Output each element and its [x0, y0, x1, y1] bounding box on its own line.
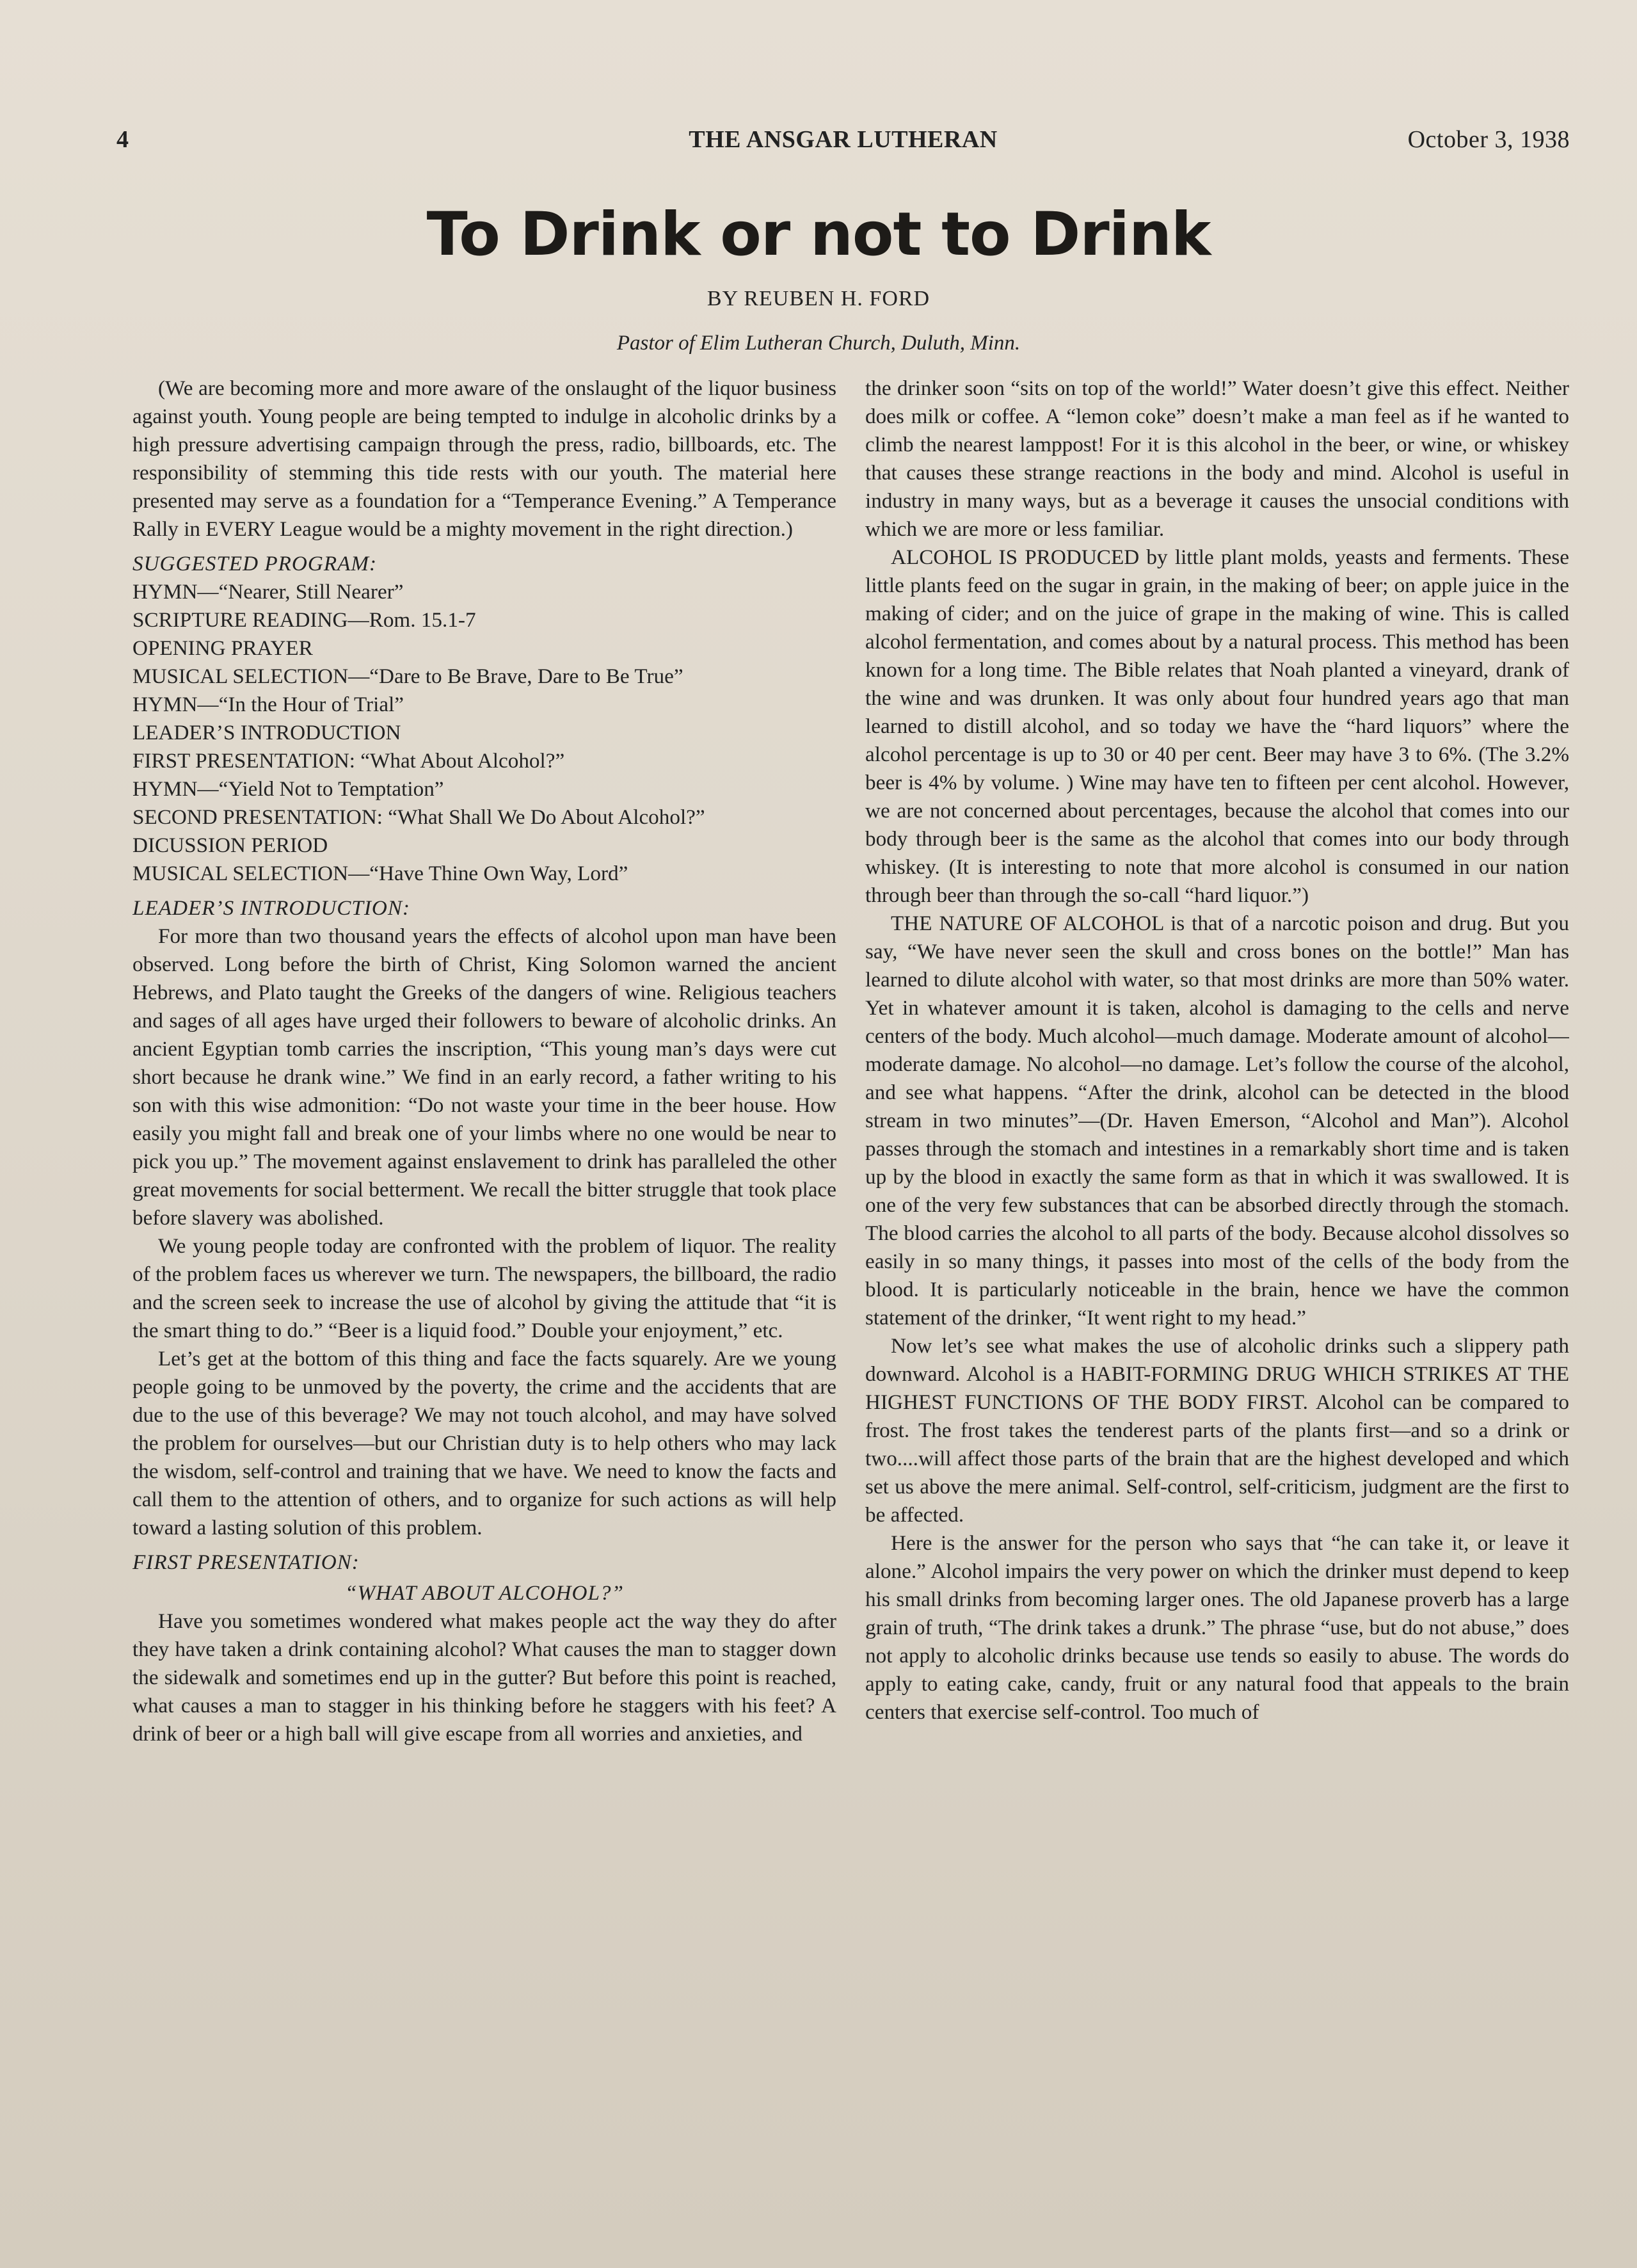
body-paragraph: Here is the answer for the person who says that “he can take it, or leave it alone.” Alcohol impairs the very power on which the drinker must depend to keep his small drinks from becoming larger ones. The old Japanese proverb has a large grain of truth, “The drink takes a drunk.” The phrase “use, but do not abuse,” does not apply to alcoholic drinks because use tends so easily to abuse. The words do apply to eating cake, candy, fruit or any natural food that appeals to the brain centers that exercise self-control. Too much of — [865, 1531, 1569, 1724]
body-paragraph: Now let’s see what makes the use of alcoholic drinks such a slippery path downward. Alcohol is a HABIT-FORMING DRUG WHICH STRIKES AT THE HIGHEST FUNCTIONS OF THE BODY FIRST. Alcohol can be compared to frost. The frost takes the tenderest parts of the plants first—and so a drink or two....will affect those parts of the brain that are the highest developed and which set us above the mere animal. Self-control, self-criticism, judgment are the first to be affected. — [865, 1334, 1569, 1527]
program-item: HYMN—“Nearer, Still Nearer” — [132, 580, 404, 604]
program-item: DICUSSION PERIOD — [132, 833, 328, 857]
program-item: HYMN—“In the Hour of Trial” — [132, 693, 404, 716]
body-paragraph: THE NATURE OF ALCOHOL is that of a narcotic poison and drug. But you say, “We have never seen the skull and cross bones on the bottle!” Man has learned to dilute alcohol with water, so that most drinks are more than 50% water. Yet in whatever amount it is taken, alcohol is damaging to the cells and nerve centers of the body. Much alcohol—much damage. Moderate amount of alcohol—moderate damage. No alcohol—no damage. Let’s follow the course of the alcohol, and see what happens. “After the drink, alcohol can be detected in the blood stream in two minutes”—(Dr. Haven Emerson, “Alcohol and Man”). Alcohol passes through the stomach and intestines in a remarkably short time and is taken up by the blood in exactly the same form as that in which it was swallowed. It is one of the very few substances that can be absorbed directly through the stomach. The blood carries the alcohol to all parts of the body. Because alcohol dissolves so easily in so many things, it passes into most of the cells of the body from the blood. It is particularly noticeable in the brain, hence we have the common statement of the drinker, “It went right to my head.” — [865, 912, 1569, 1330]
program-item: HYMN—“Yield Not to Temptation” — [132, 777, 444, 801]
publication-name: THE ANSGAR LUTHERAN — [689, 126, 998, 153]
body-paragraph: For more than two thousand years the effects of alcohol upon man have been observed. Long before the birth of Christ, King Solomon warned the ancient Hebrews, and Plato taught the Greeks of the dangers of wine. Religious teachers and sages of all ages have urged their followers to beware of alcoholic drinks. An ancient Egyptian tomb carries the inscription, “This young man’s days were cut short because he drank wine.” We find in an early record, a father writing to his son with this wise admonition: “Do not waste your time in the beer house. How easily you might fall and break one of your limbs where no one would be near to pick you up.” The movement against enslavement to drink has paralleled the other great movements for social betterment. We recall the bitter struggle that took place before slavery was abolished. — [132, 924, 836, 1230]
first-presentation-heading: FIRST PRESENTATION: — [132, 1550, 360, 1574]
right-column — [865, 374, 1569, 2199]
program-item: MUSICAL SELECTION—“Dare to Be Brave, Dare to Be True” — [132, 664, 683, 688]
body-paragraph: We young people today are confronted with the problem of liquor. The reality of the problem faces us wherever we turn. The newspapers, the billboard, the radio and the screen seek to increase the use of alcohol by giving the attitude that “it is the smart thing to do.” “Beer is a liquid food.” Double your enjoyment,” etc. — [132, 1234, 836, 1342]
program-item: OPENING PRAYER — [132, 636, 313, 660]
body-paragraph: ALCOHOL IS PRODUCED by little plant molds, yeasts and ferments. These little plants feed on the sugar in grain, in the making of beer; on apple juice in the making of cider; and on the juice of grape in the making of wine. This is called alcohol fermentation, and comes about by a natural process. This method has been known for a long time. The Bible relates that Noah planted a vineyard, drank of the wine and was drunken. It was only about four hundred years ago that man learned to distill alcohol, and so today we have the “hard liquors” where the alcohol percentage is up to 30 or 40 per cent. Beer may have 3 to 6%. (The 3.2% beer is 4% by volume. ) Wine may have ten to fifteen per cent alcohol. However, we are not concerned about percentages, because the alcohol that comes into our body through beer is the same as the alcohol that comes into our body through whiskey. (It is interesting to note that more alcohol is consumed in our nation through beer than through the so-call “hard liquor.”) — [865, 545, 1569, 907]
body-paragraph: Let’s get at the bottom of this thing and face the facts squarely. Are we young people going to be unmoved by the poverty, the crime and the accidents that are due to the use of this beverage? We may not touch alcohol, and may have solved the problem for ourselves—but our Christian duty is to help others who may lack the wisdom, self-control and training that we have. We need to know the facts and call them to the attention of others, and to organize for such actions as will help toward a lasting solution of this problem. — [132, 1347, 836, 1540]
program-list — [132, 578, 836, 888]
article-title: To Drink or not to Drink — [426, 200, 1211, 269]
body-paragraph: Have you sometimes wondered what makes people act the way they do after they have taken a drink containing alcohol? What causes the man to stagger down the sidewalk and sometimes end up in the gutter? But before this point is reached, what causes a man to stagger in his thinking before he staggers with his feet? A drink of beer or a high ball will give escape from all worries and anxieties, and — [132, 1609, 836, 1746]
program-item: FIRST PRESENTATION: “What About Alcohol?” — [132, 749, 565, 773]
left-column — [132, 374, 836, 2199]
author-affiliation: Pastor of Elim Lutheran Church, Duluth, Minn. — [616, 332, 1021, 355]
program-item: LEADER’S INTRODUCTION — [132, 721, 401, 744]
program-item: SCRIPTURE READING—Rom. 15.1-7 — [132, 608, 476, 632]
issue-date: October 3, 1938 — [1407, 126, 1570, 153]
body-paragraph: the drinker soon “sits on top of the world!” Water doesn’t give this effect. Neither does milk or coffee. A “lemon coke” doesn’t make a man feel as if he wanted to climb the nearest lamppost! For it is this alcohol in the beer, or wine, or whiskey that causes these strange reactions in the body and mind. Alcohol is useful in industry in many ways, but as a beverage it causes the unsocial conditions with which we are more or less familiar. — [865, 376, 1569, 541]
program-heading: SUGGESTED PROGRAM: — [132, 552, 378, 575]
page-number: 4 — [116, 126, 129, 153]
program-item: SECOND PRESENTATION: “What Shall We Do About Alcohol?” — [132, 805, 705, 829]
first-presentation-subheading: “WHAT ABOUT ALCOHOL?” — [345, 1581, 624, 1605]
intro-paragraph: (We are becoming more and more aware of the onslaught of the liquor business against youth. Young people are being tempted to indulge in alcoholic drinks by a high pressure advertising campaign through the press, radio, billboards, etc. The responsibility of stemming this tide rests with our youth. The material here presented may serve as a foundation for a “Temperance Evening.” A Temperance Rally in EVERY League would be a mighty movement in the right direction.) — [132, 376, 836, 541]
article-byline: BY REUBEN H. FORD — [707, 287, 930, 310]
program-item: MUSICAL SELECTION—“Have Thine Own Way, Lord” — [132, 862, 628, 885]
leader-heading: LEADER’S INTRODUCTION: — [132, 896, 411, 920]
masthead — [116, 125, 1570, 164]
